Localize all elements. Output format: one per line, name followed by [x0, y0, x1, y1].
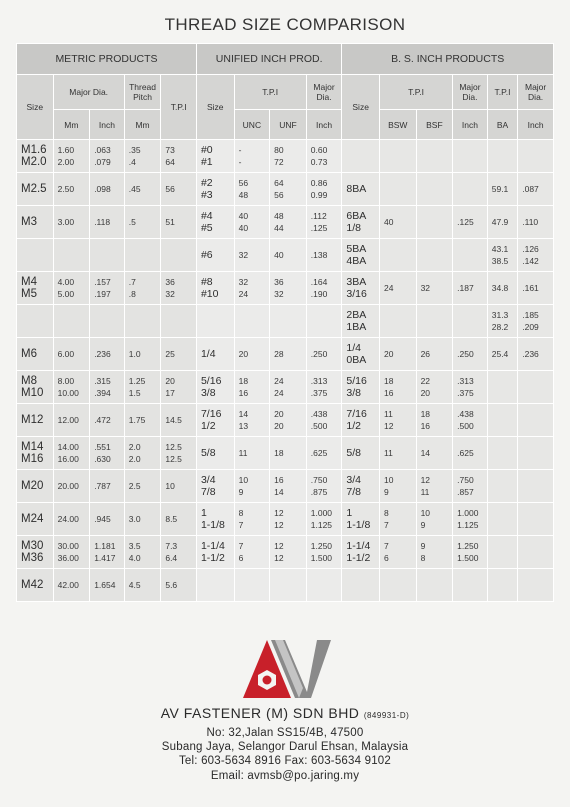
table-row: [17, 272, 554, 305]
cell-m-tpi: 20 17: [161, 371, 197, 404]
cell-u-unf: 12 12: [270, 536, 307, 569]
cell-u-size: 1 1-1/8: [196, 503, 234, 536]
cell-m-pitch: 1.0: [124, 338, 161, 371]
cell-m-mm: 6.00: [53, 338, 90, 371]
table-row: [17, 140, 554, 173]
cell-m-size: M4 M5: [17, 272, 54, 305]
address-line-2: Subang Jaya, Selangor Darul Ehsan, Malaysia: [161, 741, 409, 753]
cell-b-size: 8BA: [342, 173, 380, 206]
cell-b-ba: [487, 503, 518, 536]
cell-b-size: 5BA 4BA: [342, 239, 380, 272]
cell-b-bsf: 12 11: [416, 470, 453, 503]
cell-b-inch2: [518, 371, 554, 404]
table-row: [17, 239, 554, 272]
cell-m-pitch: 3.5 4.0: [124, 536, 161, 569]
cell-m-size: M12: [17, 404, 54, 437]
cell-b-ba: [487, 470, 518, 503]
company-reg-number: (849931-D): [363, 711, 410, 720]
unc-header: UNC: [234, 110, 270, 140]
cell-b-size: 2BA 1BA: [342, 305, 380, 338]
cell-m-size: M2.5: [17, 173, 54, 206]
cell-b-size: [342, 140, 380, 173]
inch-unit-header: Inch: [90, 110, 125, 140]
cell-u-size: 1/4: [196, 338, 234, 371]
cell-m-mm: 14.00 16.00: [53, 437, 90, 470]
thread-size-table: [16, 43, 554, 602]
cell-m-tpi: [161, 305, 197, 338]
thread-table-body: [17, 140, 554, 602]
cell-u-size: 3/4 7/8: [196, 470, 234, 503]
cell-u-unc: 11: [234, 437, 270, 470]
cell-m-pitch: .5: [124, 206, 161, 239]
cell-u-unf: 18: [270, 437, 307, 470]
unified-size-header: Size: [196, 75, 234, 140]
cell-u-unc: 56 48: [234, 173, 270, 206]
cell-m-inch: .157 .197: [90, 272, 125, 305]
cell-m-tpi: 51: [161, 206, 197, 239]
cell-m-inch: .472: [90, 404, 125, 437]
cell-m-mm: 2.50: [53, 173, 90, 206]
cell-u-unc: 8 7: [234, 503, 270, 536]
cell-b-size: 1-1/4 1-1/2: [342, 536, 380, 569]
cell-b-inch: [453, 140, 488, 173]
cell-u-size: 5/8: [196, 437, 234, 470]
cell-u-unf: 12 12: [270, 503, 307, 536]
cell-b-size: 1 1-1/8: [342, 503, 380, 536]
cell-b-bsf: 14: [416, 437, 453, 470]
cell-m-tpi: 12.5 12.5: [161, 437, 197, 470]
cell-b-ba: 59.1: [487, 173, 518, 206]
cell-b-inch2: [518, 437, 554, 470]
cell-u-unf: 16 14: [270, 470, 307, 503]
cell-b-bsf: [416, 305, 453, 338]
cell-u-inch: 0.86 0.99: [306, 173, 342, 206]
table-row: [17, 338, 554, 371]
cell-m-size: M30 M36: [17, 536, 54, 569]
cell-b-bsf: 9 8: [416, 536, 453, 569]
cell-m-mm: 12.00: [53, 404, 90, 437]
cell-u-unf: 48 44: [270, 206, 307, 239]
cell-u-unc: [234, 569, 270, 602]
cell-b-inch2: [518, 569, 554, 602]
cell-b-bsf: [416, 173, 453, 206]
cell-m-pitch: .7 .8: [124, 272, 161, 305]
cell-u-unc: [234, 305, 270, 338]
cell-b-bsw: 7 6: [379, 536, 416, 569]
cell-b-size: 5/16 3/8: [342, 371, 380, 404]
company-name-text: AV FASTENER (M) SDN BHD: [160, 705, 360, 721]
ba-header: BA: [487, 110, 518, 140]
cell-u-inch: .438 .500: [306, 404, 342, 437]
cell-m-pitch: .35 .4: [124, 140, 161, 173]
cell-m-mm: 3.00: [53, 206, 90, 239]
cell-b-bsw: [379, 569, 416, 602]
cell-m-inch: 1.654: [90, 569, 125, 602]
cell-b-inch: [453, 305, 488, 338]
cell-b-bsw: [379, 173, 416, 206]
cell-b-inch: [453, 239, 488, 272]
cell-m-tpi: 10: [161, 470, 197, 503]
cell-b-inch: .625: [453, 437, 488, 470]
cell-u-inch: 1.000 1.125: [306, 503, 342, 536]
cell-b-ba: 43.1 38.5: [487, 239, 518, 272]
cell-u-inch: .313 .375: [306, 371, 342, 404]
cell-b-inch2: .087: [518, 173, 554, 206]
metric-size-header: Size: [17, 75, 54, 140]
cell-u-size: #2 #3: [196, 173, 234, 206]
cell-m-pitch: [124, 239, 161, 272]
cell-b-inch: .313 .375: [453, 371, 488, 404]
table-row: [17, 503, 554, 536]
cell-b-inch2: [518, 140, 554, 173]
cell-b-inch: 1.250 1.500: [453, 536, 488, 569]
cell-u-unc: 20: [234, 338, 270, 371]
cell-m-mm: [53, 239, 90, 272]
cell-m-mm: 4.00 5.00: [53, 272, 90, 305]
cell-m-tpi: 73 64: [161, 140, 197, 173]
cell-m-tpi: 36 32: [161, 272, 197, 305]
cell-b-bsf: 26: [416, 338, 453, 371]
page-title: THREAD SIZE COMPARISON: [164, 15, 406, 34]
cell-b-bsw: [379, 140, 416, 173]
table-row: [17, 569, 554, 602]
cell-u-unf: 28: [270, 338, 307, 371]
cell-b-ba: [487, 140, 518, 173]
table-row: [17, 536, 554, 569]
cell-u-inch: [306, 569, 342, 602]
cell-u-unf: 20 20: [270, 404, 307, 437]
cell-m-inch: .315 .394: [90, 371, 125, 404]
cell-m-tpi: 25: [161, 338, 197, 371]
cell-m-pitch: 3.0: [124, 503, 161, 536]
cell-b-inch: .750 .857: [453, 470, 488, 503]
cell-b-bsw: 8 7: [379, 503, 416, 536]
cell-u-unf: 80 72: [270, 140, 307, 173]
cell-b-size: 6BA 1/8: [342, 206, 380, 239]
cell-m-mm: 20.00: [53, 470, 90, 503]
metric-products-header: METRIC PRODUCTS: [17, 44, 197, 75]
bsw-header: BSW: [379, 110, 416, 140]
cell-b-bsf: 18 16: [416, 404, 453, 437]
cell-u-size: 5/16 3/8: [196, 371, 234, 404]
cell-u-unc: 32: [234, 239, 270, 272]
cell-u-unf: 24 24: [270, 371, 307, 404]
cell-b-bsw: 11 12: [379, 404, 416, 437]
cell-m-pitch: 4.5: [124, 569, 161, 602]
cell-m-size: M6: [17, 338, 54, 371]
cell-b-inch2: .110: [518, 206, 554, 239]
cell-u-unf: 40: [270, 239, 307, 272]
cell-b-size: 7/16 1/2: [342, 404, 380, 437]
cell-b-bsw: 18 16: [379, 371, 416, 404]
cell-m-size: M8 M10: [17, 371, 54, 404]
cell-m-tpi: 5.6: [161, 569, 197, 602]
cell-m-inch: .551 .630: [90, 437, 125, 470]
cell-m-tpi: 56: [161, 173, 197, 206]
cell-b-inch2: [518, 470, 554, 503]
phone-fax: Tel: 603-5634 8916 Fax: 603-5634 9102: [178, 755, 391, 767]
cell-m-size: M24: [17, 503, 54, 536]
cell-u-inch: .250: [306, 338, 342, 371]
cell-u-inch: .164 .190: [306, 272, 342, 305]
cell-b-bsw: [379, 305, 416, 338]
cell-b-ba: 34.8: [487, 272, 518, 305]
cell-b-inch2: .161: [518, 272, 554, 305]
ba-tpi-header: T.P.I: [487, 75, 518, 110]
cell-b-inch: .187: [453, 272, 488, 305]
cell-u-size: 1-1/4 1-1/2: [196, 536, 234, 569]
cell-b-bsf: [416, 239, 453, 272]
cell-u-inch: 1.250 1.500: [306, 536, 342, 569]
table-row: [17, 305, 554, 338]
cell-m-inch: .236: [90, 338, 125, 371]
cell-u-unc: 32 24: [234, 272, 270, 305]
cell-m-pitch: 2.0 2.0: [124, 437, 161, 470]
cell-m-inch: [90, 305, 125, 338]
cell-u-size: #8 #10: [196, 272, 234, 305]
cell-u-inch: .138: [306, 239, 342, 272]
cell-b-inch: .125: [453, 206, 488, 239]
cell-b-inch2: [518, 503, 554, 536]
cell-u-unc: 14 13: [234, 404, 270, 437]
cell-b-bsf: 32: [416, 272, 453, 305]
cell-m-size: [17, 305, 54, 338]
cell-m-mm: [53, 305, 90, 338]
cell-b-ba: 25.4: [487, 338, 518, 371]
cell-u-unf: 64 56: [270, 173, 307, 206]
cell-b-bsw: 24: [379, 272, 416, 305]
metric-tpi-header: T.P.I: [161, 75, 197, 140]
cell-m-size: M14 M16: [17, 437, 54, 470]
cell-u-unc: 18 16: [234, 371, 270, 404]
cell-u-size: #4 #5: [196, 206, 234, 239]
cell-u-unc: 7 6: [234, 536, 270, 569]
mm-unit-header: Mm: [53, 110, 90, 140]
ba-major-dia-header: Major Dia.: [518, 75, 554, 110]
cell-b-inch: 1.000 1.125: [453, 503, 488, 536]
table-row: [17, 404, 554, 437]
cell-u-inch: [306, 305, 342, 338]
cell-m-size: [17, 239, 54, 272]
ba-inch-unit-header: Inch: [518, 110, 554, 140]
cell-b-size: [342, 569, 380, 602]
cell-b-ba: [487, 437, 518, 470]
cell-m-tpi: 7.3 6.4: [161, 536, 197, 569]
cell-u-unf: [270, 305, 307, 338]
cell-b-inch: [453, 569, 488, 602]
cell-m-pitch: .45: [124, 173, 161, 206]
cell-u-inch: 0.60 0.73: [306, 140, 342, 173]
cell-u-unc: 10 9: [234, 470, 270, 503]
cell-b-size: 3/4 7/8: [342, 470, 380, 503]
cell-b-bsf: [416, 206, 453, 239]
cell-b-inch2: .236: [518, 338, 554, 371]
cell-u-unc: - -: [234, 140, 270, 173]
thread-pitch-header: Thread Pitch: [124, 75, 161, 110]
cell-b-size: 1/4 0BA: [342, 338, 380, 371]
cell-u-size: 7/16 1/2: [196, 404, 234, 437]
bs-size-header: Size: [342, 75, 380, 140]
pitch-mm-unit-header: Mm: [124, 110, 161, 140]
cell-m-pitch: [124, 305, 161, 338]
cell-m-inch: .945: [90, 503, 125, 536]
cell-b-bsf: [416, 569, 453, 602]
cell-m-inch: 1.181 1.417: [90, 536, 125, 569]
unified-tpi-header: T.P.I: [234, 75, 306, 110]
cell-m-inch: .787: [90, 470, 125, 503]
cell-b-bsf: 22 20: [416, 371, 453, 404]
table-row: [17, 206, 554, 239]
table-row: [17, 470, 554, 503]
cell-m-size: M20: [17, 470, 54, 503]
cell-b-inch2: .126 .142: [518, 239, 554, 272]
unified-inch-unit-header: Inch: [306, 110, 342, 140]
cell-m-inch: .098: [90, 173, 125, 206]
cell-u-size: #0 #1: [196, 140, 234, 173]
cell-m-mm: 30.00 36.00: [53, 536, 90, 569]
cell-b-bsw: 11: [379, 437, 416, 470]
unified-major-dia-header: Major Dia.: [306, 75, 342, 110]
cell-m-pitch: 2.5: [124, 470, 161, 503]
cell-u-unf: [270, 569, 307, 602]
cell-b-inch2: [518, 404, 554, 437]
cell-m-tpi: 8.5: [161, 503, 197, 536]
bs-inch-header: B. S. INCH PRODUCTS: [342, 44, 554, 75]
cell-u-size: [196, 305, 234, 338]
cell-u-size: [196, 569, 234, 602]
unified-inch-header: UNIFIED INCH PROD.: [196, 44, 341, 75]
cell-b-inch: .438 .500: [453, 404, 488, 437]
cell-m-mm: 8.00 10.00: [53, 371, 90, 404]
table-row: [17, 173, 554, 206]
bsf-header: BSF: [416, 110, 453, 140]
cell-b-bsw: 10 9: [379, 470, 416, 503]
bs-tpi-header: T.P.I: [379, 75, 452, 110]
cell-m-tpi: [161, 239, 197, 272]
table-row: [17, 437, 554, 470]
cell-b-bsf: 10 9: [416, 503, 453, 536]
cell-m-pitch: 1.25 1.5: [124, 371, 161, 404]
cell-m-tpi: 14.5: [161, 404, 197, 437]
table-row: [17, 371, 554, 404]
cell-m-mm: 24.00: [53, 503, 90, 536]
cell-b-inch: [453, 173, 488, 206]
cell-u-unf: 36 32: [270, 272, 307, 305]
metric-major-dia-header: Major Dia.: [53, 75, 124, 110]
cell-m-size: M42: [17, 569, 54, 602]
cell-b-bsw: 40: [379, 206, 416, 239]
cell-b-ba: [487, 569, 518, 602]
bs-inch-unit-header: Inch: [453, 110, 488, 140]
cell-u-size: #6: [196, 239, 234, 272]
cell-m-mm: 42.00: [53, 569, 90, 602]
company-name: [0, 705, 570, 721]
cell-m-inch: .063 .079: [90, 140, 125, 173]
cell-b-size: 3BA 3/16: [342, 272, 380, 305]
cell-u-inch: .750 .875: [306, 470, 342, 503]
cell-b-ba: [487, 404, 518, 437]
cell-m-pitch: 1.75: [124, 404, 161, 437]
cell-b-ba: 47.9: [487, 206, 518, 239]
company-logo: [235, 632, 335, 702]
cell-b-ba: [487, 371, 518, 404]
cell-b-size: 5/8: [342, 437, 380, 470]
bs-major-dia-header: Major Dia.: [453, 75, 488, 110]
cell-b-inch: .250: [453, 338, 488, 371]
cell-u-inch: .112 .125: [306, 206, 342, 239]
unf-header: UNF: [270, 110, 307, 140]
cell-m-inch: .118: [90, 206, 125, 239]
cell-b-bsw: 20: [379, 338, 416, 371]
email: Email: avmsb@po.jaring.my: [210, 770, 360, 782]
cell-b-inch2: .185 .209: [518, 305, 554, 338]
cell-b-bsw: [379, 239, 416, 272]
address-line-1: No: 32,Jalan SS15/4B, 47500: [206, 727, 364, 739]
cell-b-ba: [487, 536, 518, 569]
cell-m-inch: [90, 239, 125, 272]
cell-u-inch: .625: [306, 437, 342, 470]
cell-b-inch2: [518, 536, 554, 569]
cell-b-ba: 31.3 28.2: [487, 305, 518, 338]
cell-u-unc: 40 40: [234, 206, 270, 239]
cell-m-size: M1.6 M2.0: [17, 140, 54, 173]
cell-b-bsf: [416, 140, 453, 173]
hex-nut-hole-icon: [263, 676, 272, 685]
cell-m-size: M3: [17, 206, 54, 239]
cell-m-mm: 1.60 2.00: [53, 140, 90, 173]
